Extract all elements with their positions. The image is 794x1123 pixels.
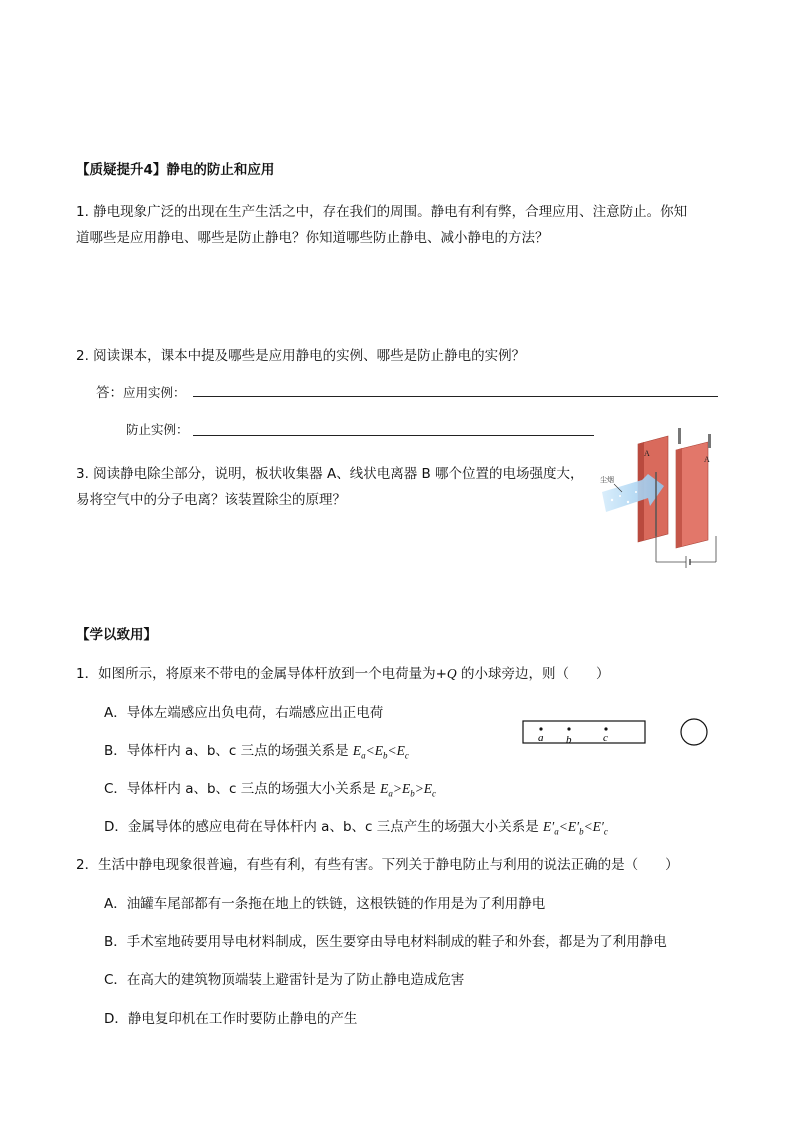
problem1-option-b[interactable]: [104, 739, 409, 761]
conductor-figure: [520, 714, 712, 750]
point-a-dot: [539, 727, 542, 730]
option-d-text: D．金属导体的感应电荷在导体杆内 a、b、c 三点产生的场强大小关系是: [104, 819, 544, 835]
question3-line2: 易将空气中的分子电离？该装置除尘的原理？: [76, 492, 346, 508]
point-c-label: c: [603, 732, 608, 744]
question2: 2. 阅读课本，课本中提及哪些是应用静电的实例、哪些是防止静电的实例？: [76, 348, 526, 364]
problem1-option-c[interactable]: [104, 777, 436, 799]
point-c-dot: [604, 727, 607, 730]
option-b-text: B．导体杆内 a、b、c 三点的场强关系是: [104, 743, 353, 759]
plate-label-a1: A: [644, 449, 650, 458]
option-b-formula: $E_a<E_b<E_c$: [352, 743, 409, 761]
question1-line1: 1. 静电现象广泛的出现在生产生活之中，存在我们的周围。静电有利有弊，合理应用、注意防止。你知: [76, 204, 688, 220]
problem2-option-c[interactable]: C．在高大的建筑物顶端装上避雷针是为了防止静电造成危害: [104, 972, 465, 988]
question1-line2: 道哪些是应用静电、哪些是防止静电？你知道哪些防止静电、减小静电的方法？: [76, 230, 549, 246]
option-c-formula: $E_a>E_b>E_c$: [380, 781, 437, 799]
prevent-answer-line[interactable]: [193, 435, 594, 436]
section2-title: 【学以致用】: [76, 627, 157, 643]
answer-prefix: 答：: [96, 385, 123, 401]
precipitator-figure: [598, 426, 728, 568]
point-a-label: a: [538, 732, 544, 744]
charge-symbol: Q: [446, 666, 457, 681]
problem2-stem: 2．生活中静电现象很普遍，有些有利，有些有害。下列关于静电防止与利用的说法正确的是（ ）: [76, 857, 679, 873]
dust-label: 尘烟: [600, 476, 614, 484]
apply-label: 应用实例：: [123, 385, 186, 400]
problem2-option-a[interactable]: A．油罐车尾部都有一条拖在地上的铁链，这根铁链的作用是为了利用静电: [104, 896, 546, 912]
point-b-dot: [567, 727, 570, 730]
problem1-stem-after: 的小球旁边，则（ ）: [456, 666, 610, 682]
plate-label-a2: A: [704, 455, 710, 464]
section1-title: 【质疑提升4】静电的防止和应用: [76, 162, 275, 178]
charged-sphere: [681, 719, 707, 745]
point-b-label: b: [566, 734, 572, 746]
problem1-option-a[interactable]: A．导体左端感应出负电荷，右端感应出正电荷: [104, 705, 384, 721]
answer-apply-row: [96, 381, 186, 401]
problem1-stem-before: 1．如图所示，将原来不带电的金属导体杆放到一个电荷量为+: [76, 666, 447, 682]
apply-answer-line[interactable]: [193, 396, 718, 397]
option-c-text: C．导体杆内 a、b、c 三点的场强大小关系是: [104, 781, 381, 797]
problem1-option-d[interactable]: [104, 815, 608, 837]
question3-line1: 3. 阅读静电除尘部分，说明，板状收集器 A、线状电离器 B 哪个位置的电场强度大，: [76, 466, 584, 482]
prevent-label: 防止实例：: [126, 422, 189, 437]
problem2-option-b[interactable]: B．手术室地砖要用导电材料制成，医生要穿由导电材料制成的鞋子和外套，都是为了利用静电: [104, 934, 667, 950]
option-d-formula: $E'_a<E'_b<E'_c$: [543, 819, 608, 837]
problem1-stem: [76, 662, 609, 682]
problem2-option-d[interactable]: D．静电复印机在工作时要防止静电的产生: [104, 1011, 358, 1027]
